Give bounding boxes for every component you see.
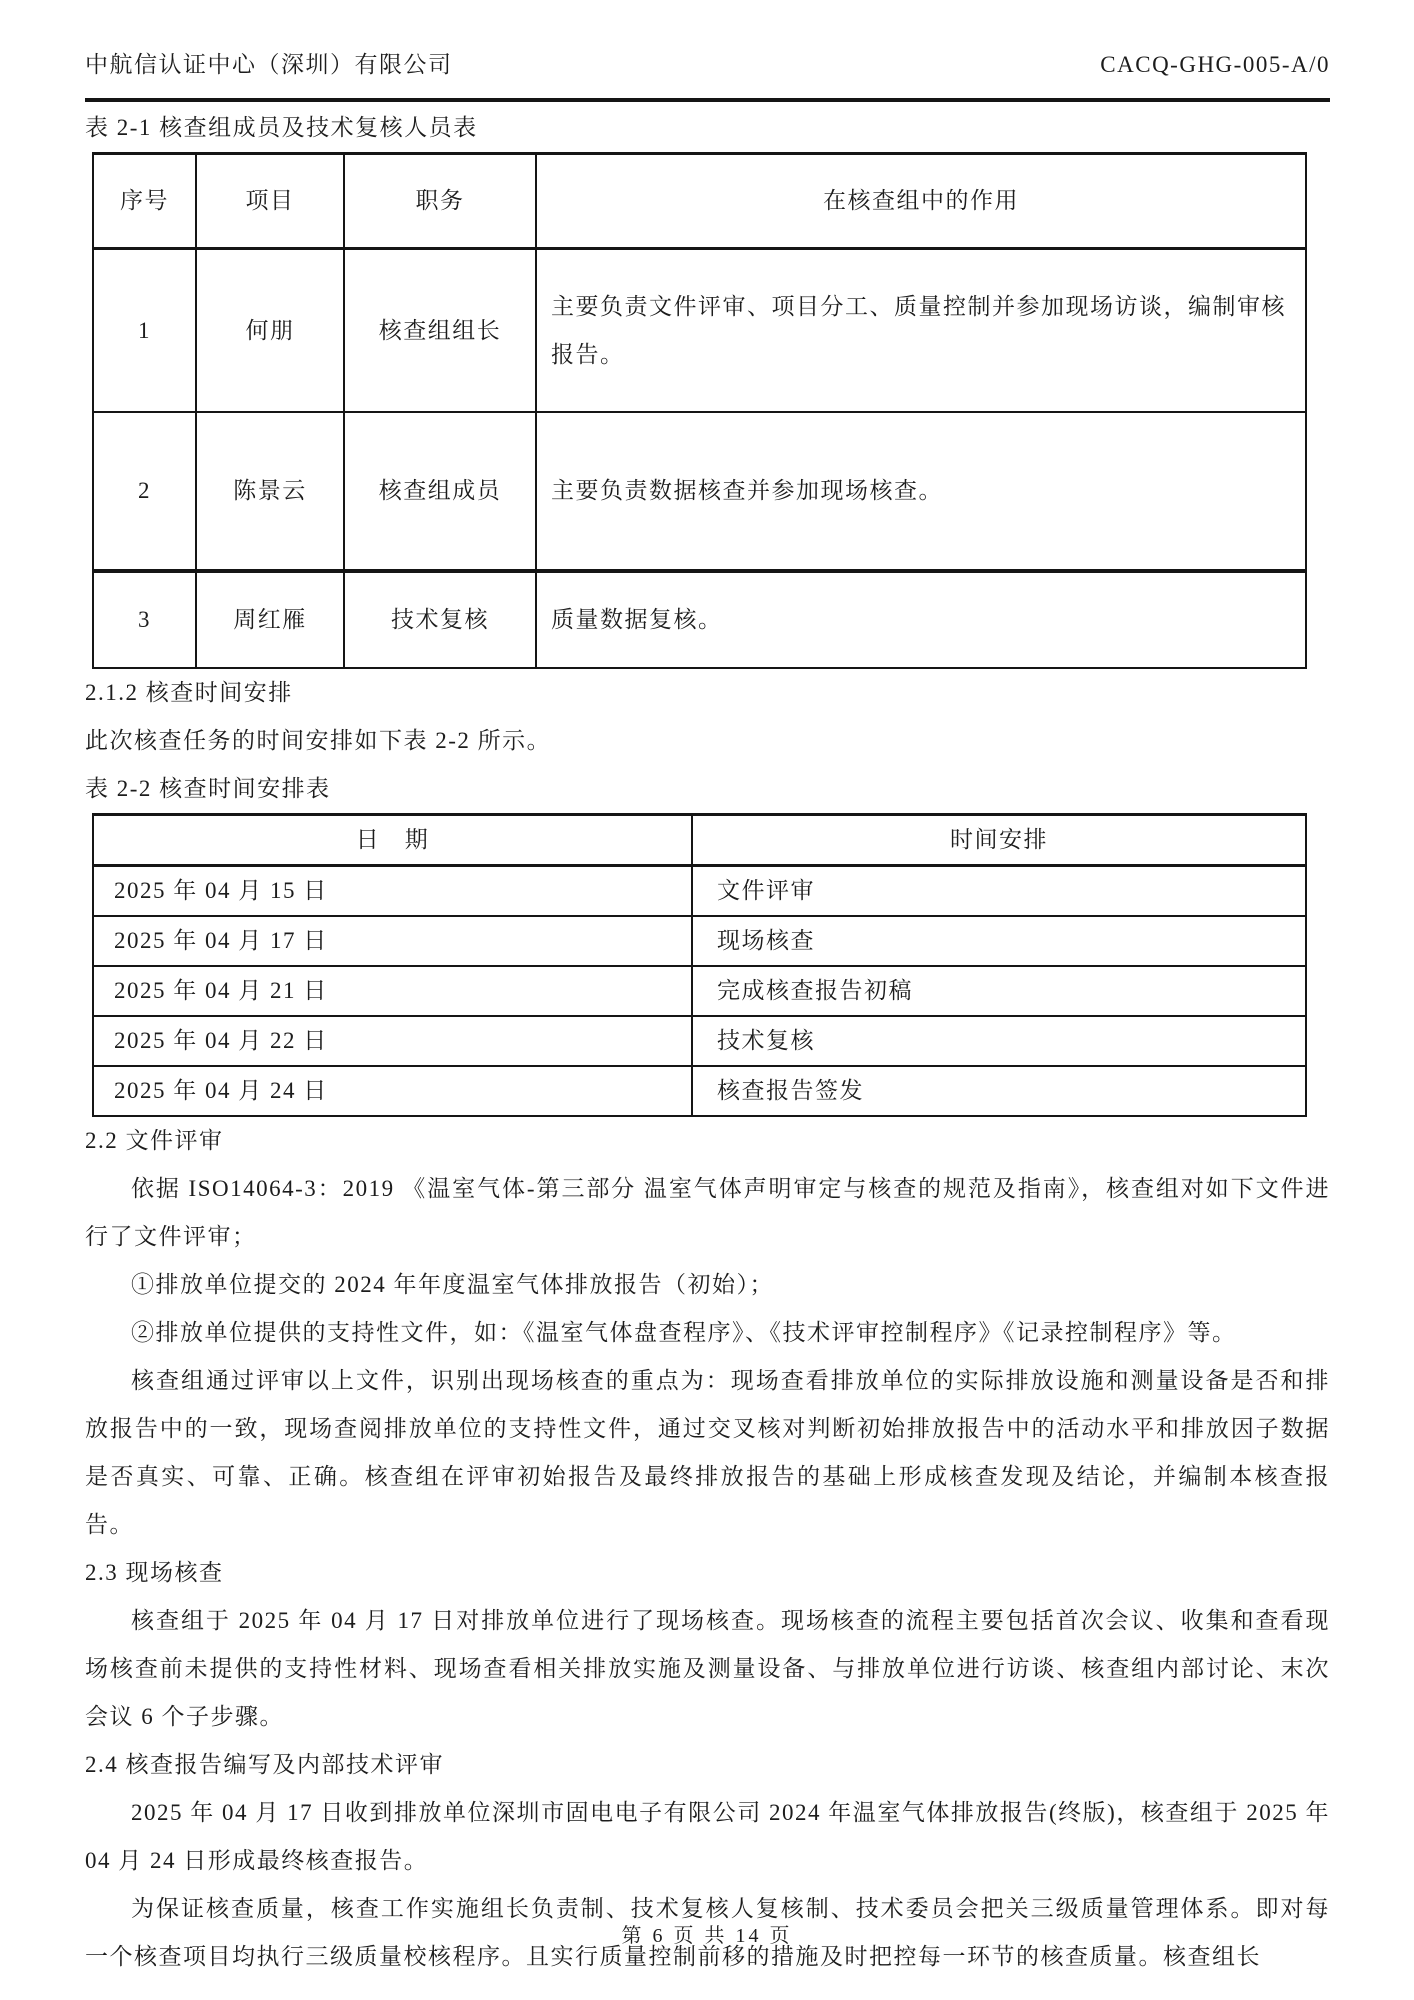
schedule-row — [93, 966, 1306, 1016]
cell-seq: 1 — [93, 249, 196, 413]
col-header-seq: 序号 — [93, 154, 196, 249]
cell-role: 主要负责文件评审、项目分工、质量控制并参加现场访谈，编制审核报告。 — [536, 249, 1306, 413]
header-rule — [85, 98, 1330, 102]
cell-date: 2025 年 04 月 15 日 — [93, 866, 692, 917]
cell-activity: 完成核查报告初稿 — [692, 966, 1306, 1016]
section-22-item-2: ②排放单位提供的支持性文件，如：《温室气体盘查程序》、《技术评审控制程序》《记录控制程序》等。 — [131, 1320, 1237, 1345]
team-table-header-row — [93, 154, 1306, 249]
section-22-paragraph-2: 核查组通过评审以上文件，识别出现场核查的重点为：现场查看排放单位的实际排放设施和测量设备是否和排放报告中的一致，现场查阅排放单位的支持性文件，通过交叉核对判断初始排放报告中的活动水平和排放因子数据是否真实、可靠、正确。核查组在评审初始报告及最终排放报告的基础上形成核查发现及结论，并编制本核查报告。 — [85, 1368, 1330, 1537]
cell-date: 2025 年 04 月 17 日 — [93, 916, 692, 966]
cell-name: 何朋 — [196, 249, 344, 413]
schedule-table — [92, 813, 1307, 1117]
schedule-row — [93, 916, 1306, 966]
col-header-title: 职务 — [344, 154, 536, 249]
cell-name: 周红雁 — [196, 571, 344, 668]
team-table — [92, 152, 1307, 669]
cell-title: 核查组组长 — [344, 249, 536, 413]
cell-seq: 3 — [93, 571, 196, 668]
cell-date: 2025 年 04 月 24 日 — [93, 1066, 692, 1116]
section-22-paragraph-1: 依据 ISO14064-3：2019 《温室气体-第三部分 温室气体声明审定与核查的规范及指南》，核查组对如下文件进行了文件评审； — [85, 1176, 1330, 1249]
section-24-paragraph-2: 为保证核查质量，核查工作实施组长负责制、技术复核人复核制、技术委员会把关三级质量管理体系。即对每一个核查项目均执行三级质量校核程序。且实行质量控制前移的措施及时把控每一环节的核查质量。核查组长 — [85, 1896, 1330, 1969]
section-heading-23: 2.3 现场核查 — [85, 1560, 224, 1585]
section-heading-22: 2.2 文件评审 — [85, 1128, 224, 1153]
cell-role: 质量数据复核。 — [536, 571, 1306, 668]
col-header-role: 在核查组中的作用 — [536, 154, 1306, 249]
section-212-intro: 此次核查任务的时间安排如下表 2-2 所示。 — [85, 728, 552, 753]
cell-role: 主要负责数据核查并参加现场核查。 — [536, 412, 1306, 571]
section-22-item-1: ①排放单位提交的 2024 年年度温室气体排放报告（初始）； — [131, 1272, 774, 1297]
section-heading-212: 2.1.2 核查时间安排 — [85, 680, 293, 705]
company-name: 中航信认证中心（深圳）有限公司 — [85, 52, 453, 77]
team-table-row — [93, 571, 1306, 668]
team-table-row — [93, 412, 1306, 571]
cell-date: 2025 年 04 月 21 日 — [93, 966, 692, 1016]
page-header — [85, 48, 1330, 82]
col-header-date: 日 期 — [93, 815, 692, 866]
schedule-row — [93, 1066, 1306, 1116]
cell-name: 陈景云 — [196, 412, 344, 571]
cell-activity: 文件评审 — [692, 866, 1306, 917]
page-number: 第 6 页 共 14 页 — [621, 1925, 793, 1947]
col-header-activity: 时间安排 — [692, 815, 1306, 866]
cell-activity: 现场核查 — [692, 916, 1306, 966]
schedule-table-header-row — [93, 815, 1306, 866]
section-24-paragraph-1: 2025 年 04 月 17 日收到排放单位深圳市固电电子有限公司 2024 年温室气体排放报告(终版)，核查组于 2025 年 04 月 24 日形成最终核查报告。 — [85, 1800, 1330, 1873]
col-header-name: 项目 — [196, 154, 344, 249]
cell-title: 核查组成员 — [344, 412, 536, 571]
doc-code: CACQ-GHG-005-A/0 — [1100, 52, 1330, 77]
cell-activity: 核查报告签发 — [692, 1066, 1306, 1116]
table1-caption: 表 2-1 核查组成员及技术复核人员表 — [85, 115, 478, 140]
team-table-row — [93, 249, 1306, 413]
cell-title: 技术复核 — [344, 571, 536, 668]
cell-date: 2025 年 04 月 22 日 — [93, 1016, 692, 1066]
section-23-paragraph-1: 核查组于 2025 年 04 月 17 日对排放单位进行了现场核查。现场核查的流程主要包括首次会议、收集和查看现场核查前未提供的支持性材料、现场查看相关排放实施及测量设备、与排放单位进行访谈、核查组内部讨论、末次会议 6 个子步骤。 — [85, 1608, 1330, 1729]
schedule-row — [93, 1016, 1306, 1066]
cell-seq: 2 — [93, 412, 196, 571]
table2-caption: 表 2-2 核查时间安排表 — [85, 776, 331, 801]
schedule-row — [93, 866, 1306, 917]
section-heading-24: 2.4 核查报告编写及内部技术评审 — [85, 1752, 444, 1777]
cell-activity: 技术复核 — [692, 1016, 1306, 1066]
